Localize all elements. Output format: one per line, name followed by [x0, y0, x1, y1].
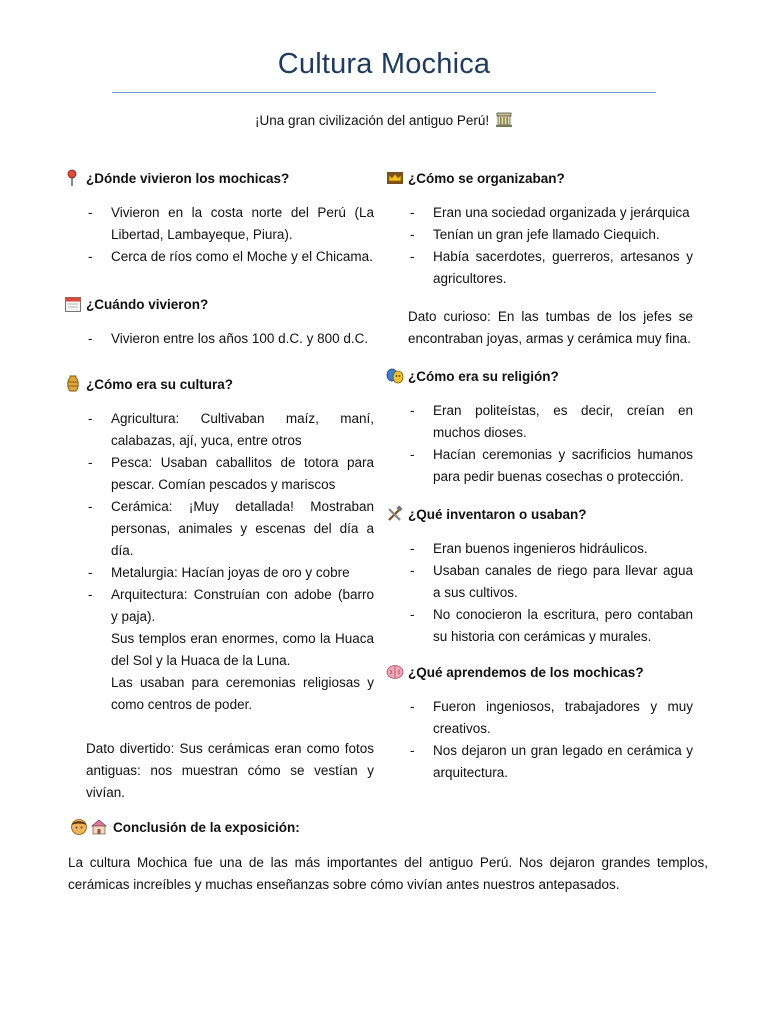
- section-where: [64, 168, 374, 268]
- list-item: - Eran buenos ingenieros hidráulicos.: [386, 538, 693, 560]
- bullet-list: [386, 202, 693, 290]
- list-item: - Hacían ceremonias y sacrificios humanos para pedir buenas cosechas o protección.: [386, 444, 693, 488]
- temple-icon: [90, 818, 108, 836]
- masks-icon: [386, 367, 404, 385]
- section-heading: ¿Cómo era su religión?: [386, 366, 693, 386]
- list-item: - Fueron ingeniosos, trabajadores y muy creativos.: [386, 696, 693, 740]
- list-item: - Vivieron en la costa norte del Perú (La Libertad, Lambayeque, Piura).: [64, 202, 374, 246]
- list-item: - Tenían un gran jefe llamado Ciequich.: [386, 224, 693, 246]
- section-heading: ¿Cómo era su cultura?: [64, 374, 374, 394]
- list-item: - Agricultura: Cultivaban maíz, maní, calabazas, ají, yuca, entre otros: [64, 408, 374, 452]
- section-heading: ¿Qué inventaron o usaban?: [386, 504, 693, 524]
- list-item: - Arquitectura: Construían con adobe (barro y paja).: [64, 584, 374, 628]
- subtitle: [0, 110, 768, 128]
- page-title: Cultura Mochica: [277, 48, 491, 80]
- brain-icon: [386, 663, 404, 681]
- conclusion-text: La cultura Mochica fue una de las más importantes del antiguo Perú. Nos dejaron grandes templos, cerámicas increíbles y muchas enseñanzas sobre cómo vivían antes nuestros antepasados.: [68, 855, 708, 892]
- bullet-list: [64, 408, 374, 628]
- section-when: [64, 294, 374, 350]
- section-heading: ¿Dónde vivieron los mochicas?: [64, 168, 374, 188]
- conclusion-heading: Conclusión de la exposición:: [70, 818, 300, 836]
- left-column: [64, 168, 374, 818]
- tools-icon: [386, 505, 404, 523]
- bullet-list: [386, 400, 693, 488]
- section-religion: [386, 366, 693, 488]
- pin-icon: [64, 169, 82, 187]
- crown-icon: [386, 169, 404, 187]
- list-item: - Eran una sociedad organizada y jerárquica: [386, 202, 693, 224]
- bullet-list: [64, 202, 374, 268]
- vase-icon: [64, 375, 82, 393]
- section-inventions: [386, 504, 693, 648]
- temple-icon: [495, 110, 513, 128]
- bullet-list: [386, 696, 693, 784]
- section-lessons: [386, 662, 693, 784]
- list-item: - Había sacerdotes, guerreros, artesanos y agricultores.: [386, 246, 693, 290]
- right-column: [386, 168, 693, 798]
- list-item: - Metalurgia: Hacían joyas de oro y cobre: [64, 562, 374, 584]
- list-item: - Nos dejaron un gran legado en cerámica y arquitectura.: [386, 740, 693, 784]
- section-heading: ¿Cuándo vivieron?: [64, 294, 374, 314]
- continuation-text: Sus templos eran enormes, como la Huaca del Sol y la Huaca de la Luna.: [111, 631, 374, 668]
- section-heading: ¿Qué aprendemos de los mochicas?: [386, 662, 693, 682]
- list-item: - Cerca de ríos como el Moche y el Chicama.: [64, 246, 374, 268]
- section-heading: ¿Cómo se organizaban?: [386, 168, 693, 188]
- list-item: - Cerámica: ¡Muy detallada! Mostraban personas, animales y escenas del día a día.: [64, 496, 374, 562]
- person-icon: [70, 818, 88, 836]
- fun-fact-note: Dato divertido: Sus cerámicas eran como fotos antiguas: nos muestran cómo se vestían y vivían.: [86, 741, 374, 800]
- list-item: - No conocieron la escritura, pero contaban su historia con cerámicas y murales.: [386, 604, 693, 648]
- list-item: - Pesca: Usaban caballitos de totora para pescar. Comían pescados y mariscos: [64, 452, 374, 496]
- bullet-list: [64, 328, 374, 350]
- subtitle-text: ¡Una gran civilización del antiguo Perú!: [255, 113, 490, 128]
- bullet-list: [386, 538, 693, 648]
- list-item: - Vivieron entre los años 100 d.C. y 800 d.C.: [64, 328, 374, 350]
- calendar-icon: [64, 295, 82, 313]
- list-item: - Eran politeístas, es decir, creían en muchos dioses.: [386, 400, 693, 444]
- fun-fact-note: Dato curioso: En las tumbas de los jefes se encontraban joyas, armas y cerámica muy fina.: [408, 309, 693, 346]
- title-divider: [112, 92, 656, 93]
- section-organization: [386, 168, 693, 350]
- section-culture: [64, 374, 374, 804]
- list-item: - Usaban canales de riego para llevar agua a sus cultivos.: [386, 560, 693, 604]
- continuation-text: Las usaban para ceremonias religiosas y como centros de poder.: [111, 675, 374, 712]
